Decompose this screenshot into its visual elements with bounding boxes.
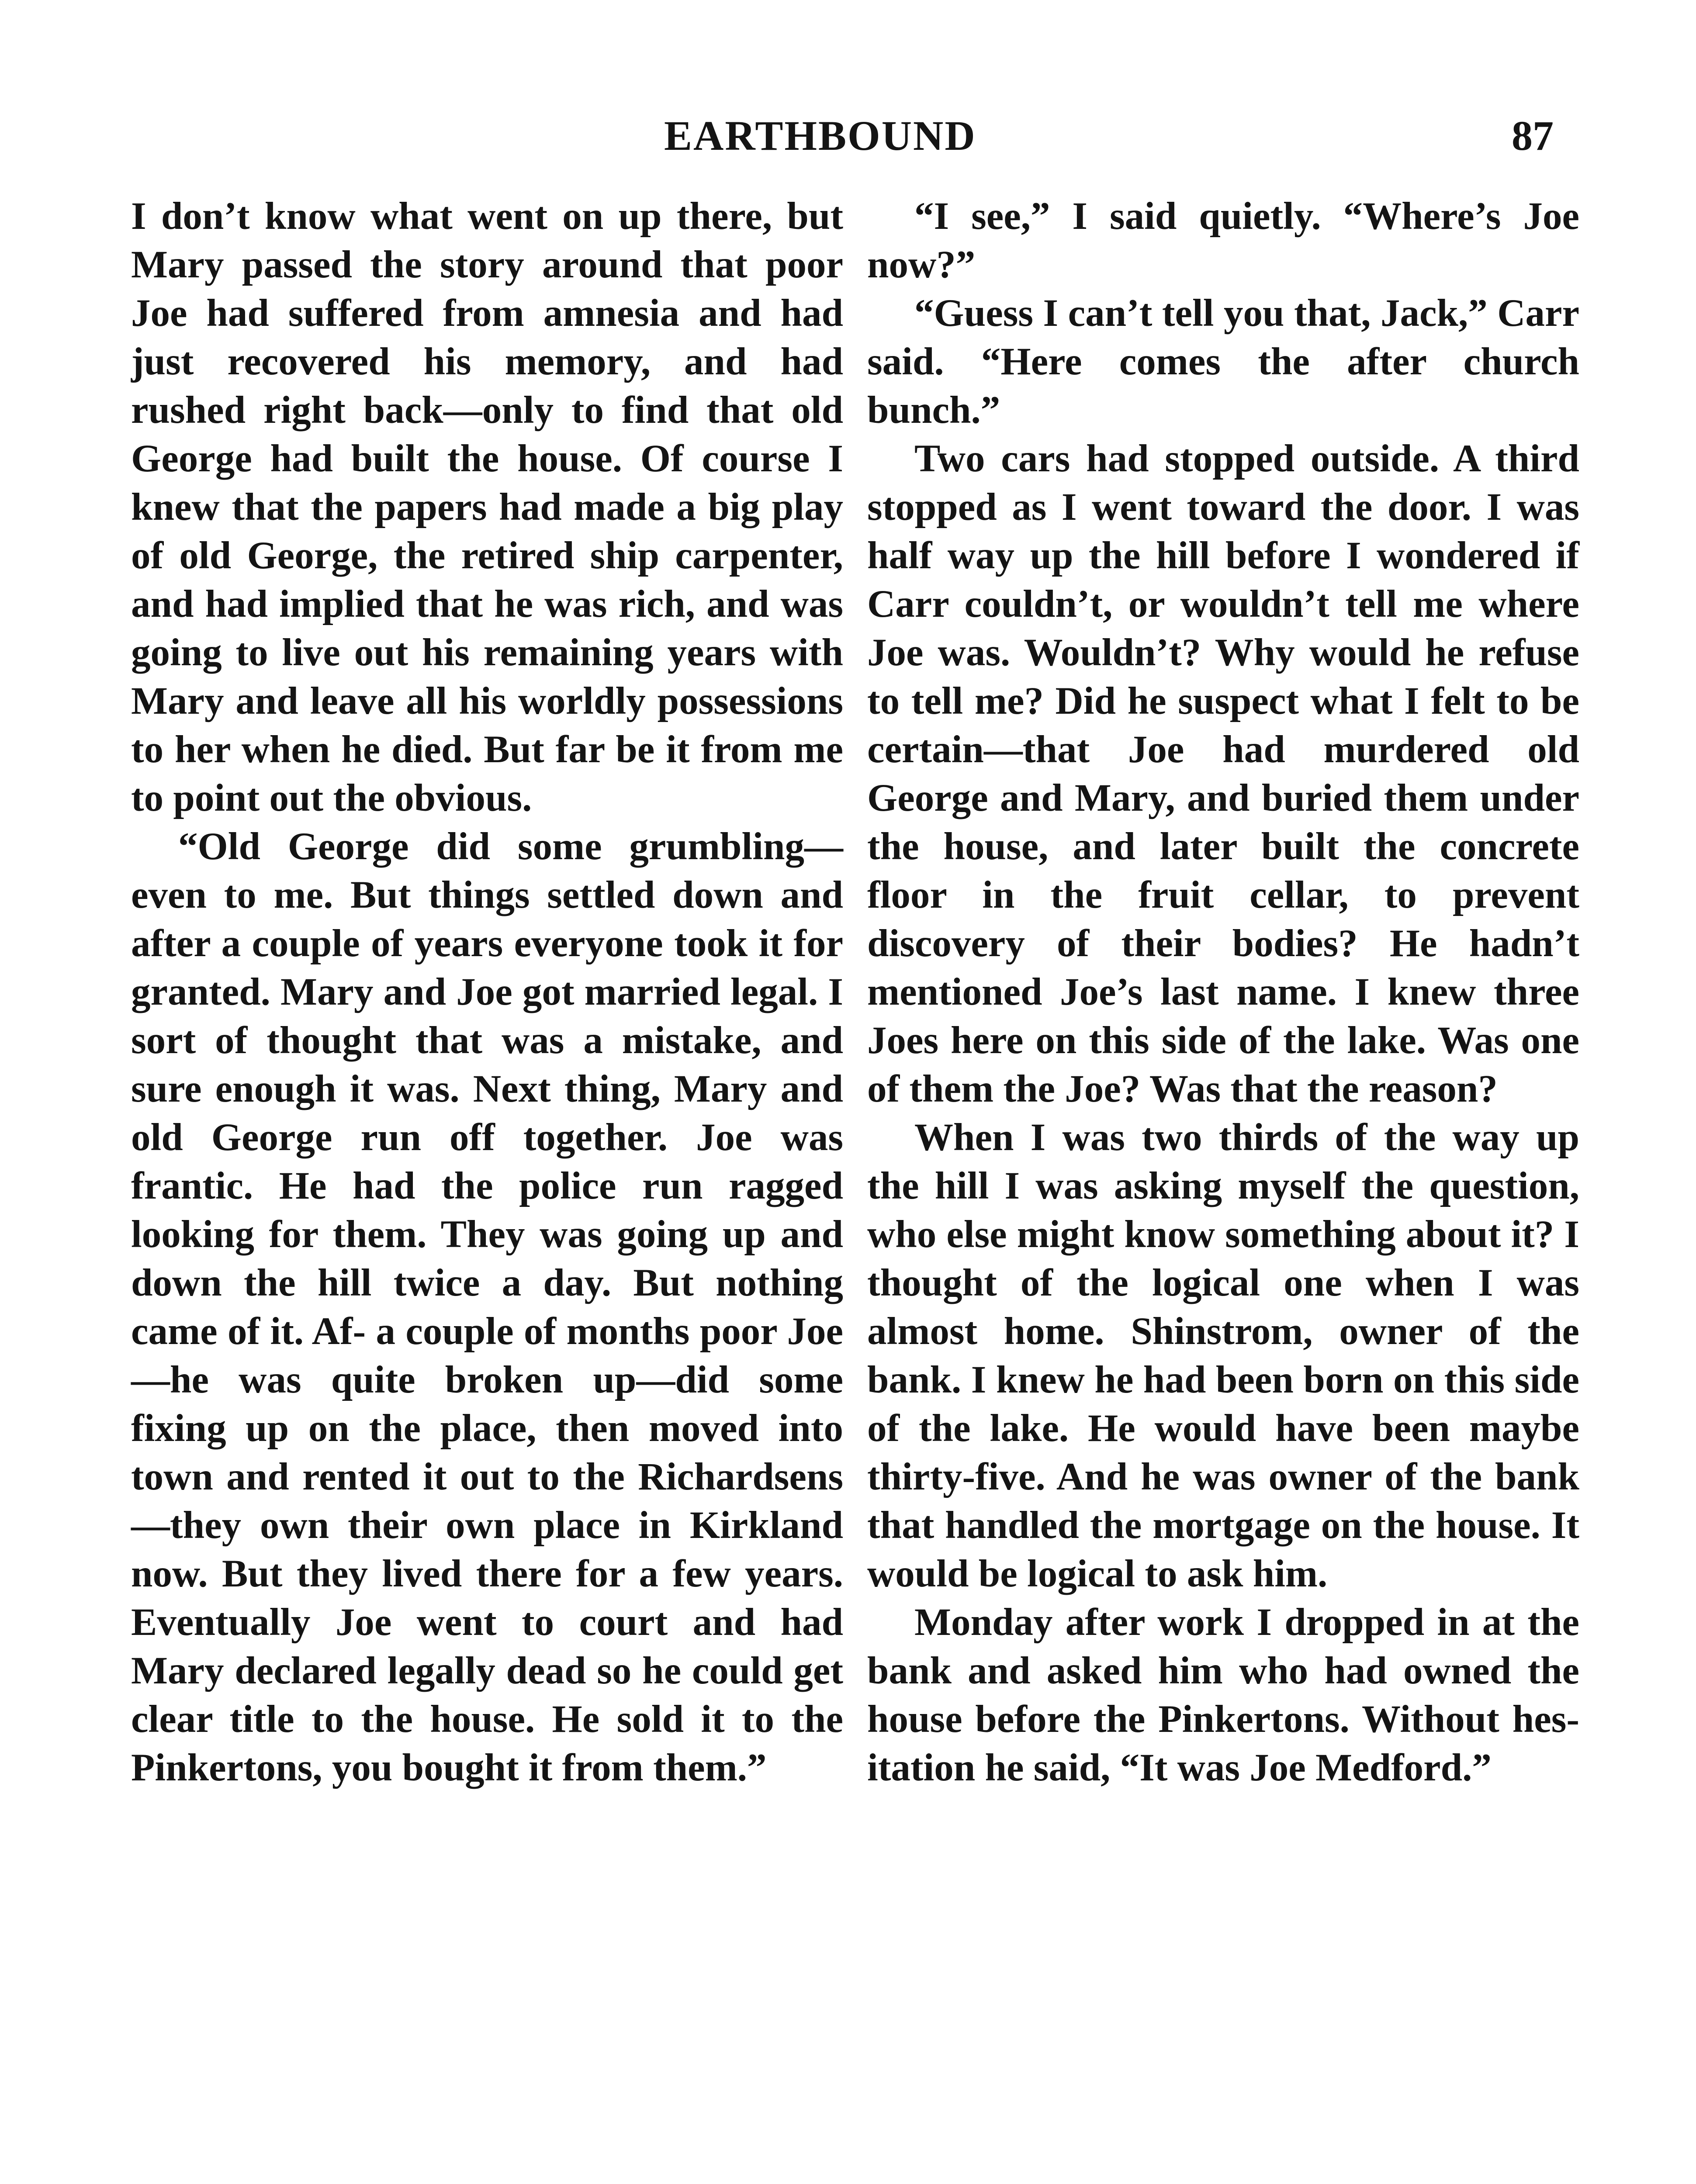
left-column [131, 192, 843, 1792]
page-number: 87 [1512, 112, 1554, 159]
right-column [867, 192, 1579, 1792]
paragraph: “Old George did some grumbling—even to me. But things settled down and after a couple of years everyone took it for granted. Mary and Joe got married legal. I sort of thought that was a mistake, and sure enough it was. Next thing, Mary and old George run off together. Joe was frantic. He had the police run ragged looking for them. They was going up and down the hill twice a day. But nothing came of it. Af- a couple of months poor Joe—he was quite broken up—did some fixing up on the place, then moved into town and rented it out to the Richardsens—they own their own place in Kirkland now. But they lived there for a few years. Eventually Joe went to court and had Mary declared legally dead so he could get clear title to the house. He sold it to the Pinkertons, you bought it from them.” [131, 825, 843, 1789]
paragraph: “I see,” I said quietly. “Where’s Joe now?” [867, 195, 1579, 286]
paragraph: I don’t know what went on up there, but Mary passed the story around that poor Joe had suffered from amnesia and had just recovered his memory, and had rushed right back—only to find that old George had built the house. Of course I knew that the papers had made a big play of old George, the retired ship carpenter, and had implied that he was rich, and was going to live out his remaining years with Mary and leave all his worldly possessions to her when he died. But far be it from me to point out the obvious. [131, 195, 843, 819]
running-title: EARTHBOUND [664, 112, 976, 159]
paragraph: When I was two thirds of the way up the hill I was asking myself the question, who else might know something about it? I thought of the logical one when I was almost home. Shinstrom, owner of the bank. I knew he had been born on this side of the lake. He would have been maybe thirty-five. And he was owner of the bank that handled the mortgage on the house. It would be logical to ask him. [867, 1116, 1579, 1595]
paragraph: “Guess I can’t tell you that, Jack,” Carr said. “Here comes the after church bunch.” [867, 292, 1579, 432]
running-head [0, 111, 1696, 159]
paragraph: Two cars had stopped outside. A third stopped as I went toward the door. I was half way up the hill before I wondered if Carr couldn’t, or wouldn’t tell me where Joe was. Wouldn’t? Why would he refuse to tell me? Did he suspect what I felt to be certain—that Joe had murdered old George and Mary, and buried them under the house, and later built the concrete floor in the fruit cellar, to prevent discovery of their bodies? He hadn’t mentioned Joe’s last name. I knew three Joes here on this side of the lake. Was one of them the Joe? Was that the reason? [867, 437, 1579, 1110]
paragraph: Monday after work I dropped in at the bank and asked him who had owned the house before the Pinkertons. Without hesitation he said, “It was Joe Medford.” [867, 1601, 1579, 1789]
